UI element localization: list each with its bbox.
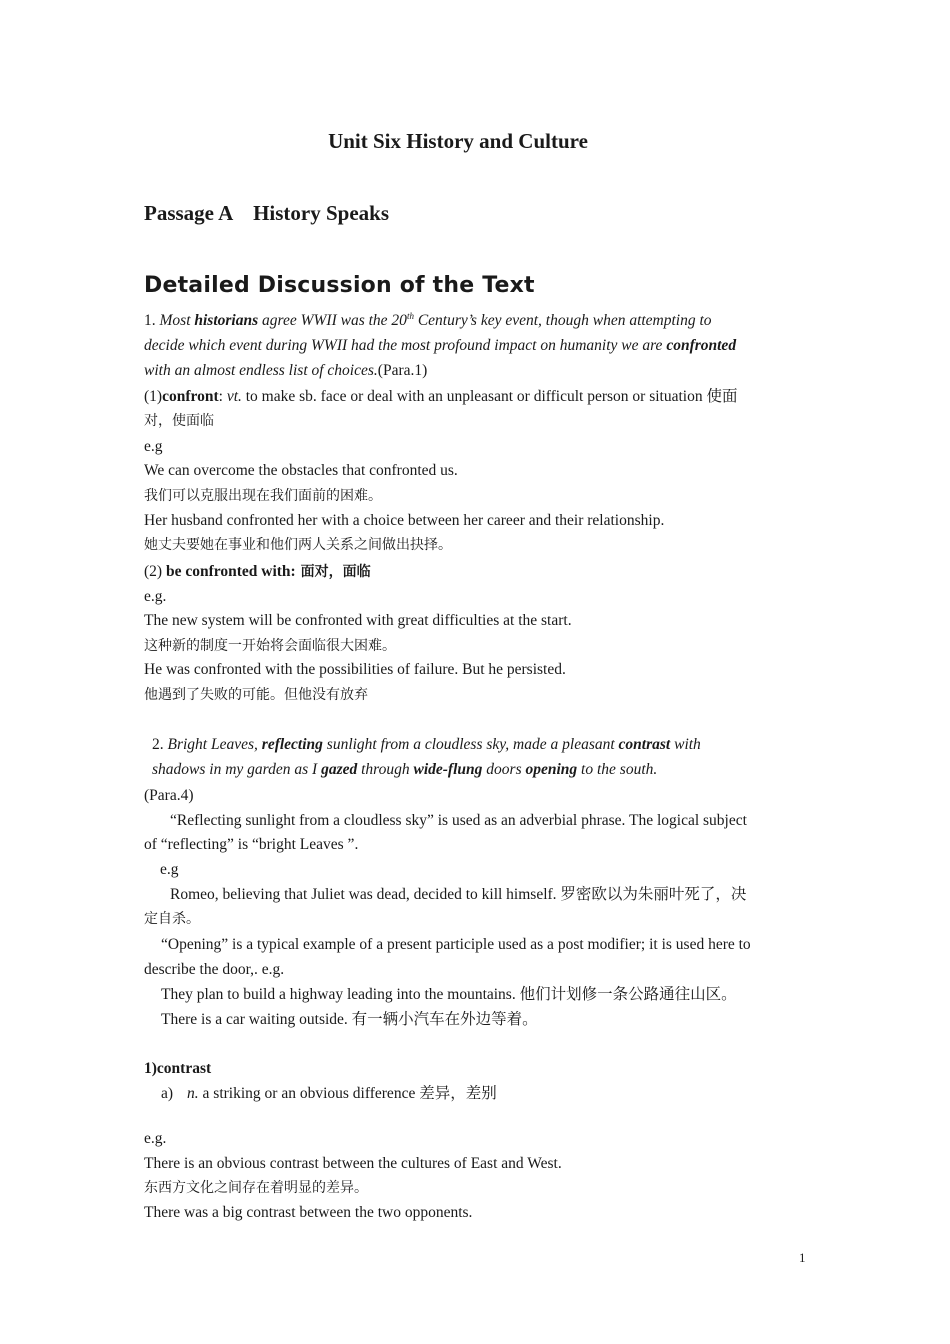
example-label: e.g.: [144, 1130, 167, 1147]
example-sentence: There was a big contrast between the two opponents.: [144, 1204, 473, 1221]
example-sentence: We can overcome the obstacles that confronted us.: [144, 462, 458, 479]
example-translation: 东西方文化之间存在着明显的差异。: [144, 1180, 368, 1196]
example-translation: 她丈夫要她在事业和他们两人关系之间做出抉择。: [144, 537, 452, 553]
sentence-2-line-1: [152, 735, 701, 755]
text-run: through: [357, 761, 414, 778]
key-word: contrast: [618, 736, 671, 753]
example-sentence: There is a car waiting outside. 有一辆小汽车在外边等着。: [161, 1011, 538, 1028]
text-run: with an almost endless list of choices.: [144, 362, 378, 379]
passage-heading: Passage A History Speaks: [144, 201, 390, 225]
contrast-heading: 1)contrast: [144, 1060, 212, 1077]
section-heading: Detailed Discussion of the Text: [144, 273, 535, 298]
item-number: (1): [144, 388, 163, 405]
key-word: opening: [525, 761, 578, 778]
text-run: to the south.: [577, 761, 658, 778]
text-run: agree WWII was the 20: [258, 312, 407, 329]
explanation-text: “Reflecting sunlight from a cloudless sky” is used as an adverbial phrase. The logical subject: [170, 812, 747, 829]
sentence-1-line-1: [144, 311, 712, 331]
definition-text: a striking or an obvious difference 差异，差别: [198, 1085, 497, 1102]
text-run: sunlight from a cloudless sky, made a pleasant: [322, 736, 619, 753]
text-run: :: [218, 388, 227, 405]
explanation-text: “Opening” is a typical example of a present participle used as a post modifier; it is used here to: [161, 936, 751, 953]
sentence-1-line-3: [144, 361, 427, 381]
part-of-speech: vt.: [226, 388, 242, 405]
text-run: Century’s key event, though when attempting to: [413, 312, 712, 329]
contrast-definition: [161, 1084, 497, 1104]
key-word: wide-flung: [413, 761, 483, 778]
item-number: (2): [144, 563, 166, 580]
example-label: e.g: [144, 438, 163, 455]
example-sentence: The new system will be confronted with great difficulties at the start.: [144, 612, 572, 629]
example-label: e.g: [160, 861, 179, 878]
key-word: historians: [194, 312, 259, 329]
confront-definition: [144, 387, 737, 407]
para-ref: (Para.4): [144, 787, 194, 804]
text-run: shadows in my garden as I: [152, 761, 322, 778]
example-translation: 他遇到了失败的可能。但他没有放弃: [144, 687, 368, 703]
text-run: decide which event during WWII had the most profound impact on humanity we are: [144, 337, 667, 354]
explanation-text: describe the door,. e.g.: [144, 961, 285, 978]
example-sentence: There is an obvious contrast between the cultures of East and West.: [144, 1155, 562, 1172]
confront-definition-cont: 对，使面临: [144, 413, 214, 429]
text-run: doors: [482, 761, 526, 778]
page-title: Unit Six History and Culture: [328, 129, 588, 153]
para-ref: (Para.1): [377, 362, 428, 379]
example-translation: 这种新的制度一开始将会面临很大困难。: [144, 638, 396, 654]
sentence-2-line-2: [152, 760, 657, 780]
sentence-number: 1.: [144, 312, 160, 329]
example-sentence: Romeo, believing that Juliet was dead, decided to kill himself. 罗密欧以为朱丽叶死了，决: [170, 886, 747, 903]
sentence-number: 2.: [152, 736, 168, 753]
example-sentence: Her husband confronted her with a choice between her career and their relationship.: [144, 512, 665, 529]
definition-text: to make sb. face or deal with an unpleasant or difficult person or situation 使面: [241, 388, 738, 405]
example-translation: 我们可以克服出现在我们面前的困难。: [144, 488, 382, 504]
headword: be confronted with:: [165, 563, 296, 580]
headword: confront: [162, 388, 219, 405]
example-sentence: They plan to build a highway leading into the mountains. 他们计划修一条公路通往山区。: [161, 986, 737, 1003]
example-label: e.g.: [144, 588, 167, 605]
example-translation: 定自杀。: [144, 911, 200, 927]
text-run: Bright Leaves,: [167, 736, 262, 753]
text-run: with: [670, 736, 701, 753]
sentence-1-line-2: [144, 336, 736, 356]
confronted-with-heading: [144, 562, 371, 582]
headword-translation: 面对，面临: [295, 564, 371, 580]
key-word: confronted: [666, 337, 737, 354]
page-number: 1: [799, 1250, 806, 1265]
key-word: reflecting: [261, 736, 323, 753]
key-word: gazed: [321, 761, 358, 778]
superscript: th: [406, 311, 414, 321]
item-letter: a): [161, 1085, 174, 1102]
explanation-text: of “reflecting” is “bright Leaves ”.: [144, 836, 359, 853]
example-sentence: He was confronted with the possibilities of failure. But he persisted.: [144, 661, 566, 678]
text-run: Most: [159, 312, 195, 329]
part-of-speech: n.: [187, 1085, 199, 1102]
